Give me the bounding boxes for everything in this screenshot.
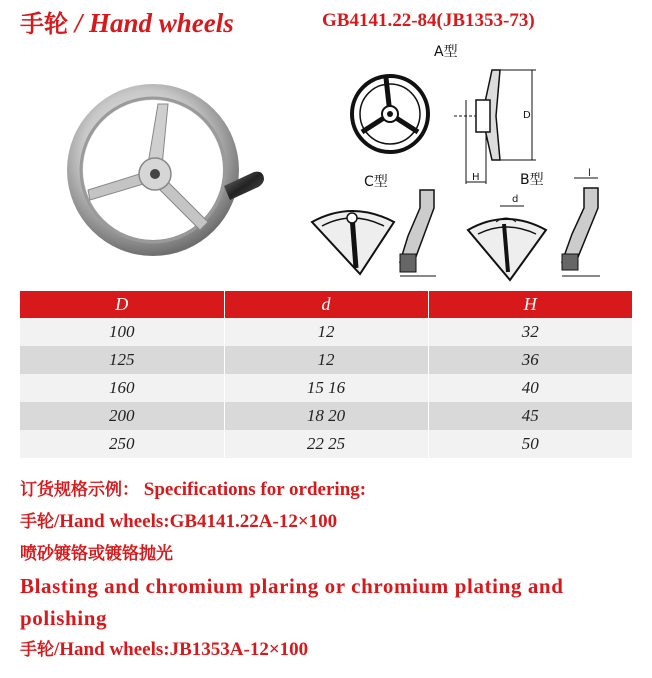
type-a-label: A型 <box>434 44 458 60</box>
dim-d-upper-label: D <box>523 110 531 121</box>
example-1-en: /Hand wheels:GB4141.22A-12×100 <box>54 511 338 532</box>
table-row <box>20 402 632 430</box>
type-b-side-view <box>562 178 600 276</box>
dim-h-label: H <box>472 172 480 183</box>
table-row <box>20 318 632 346</box>
example-2-en: /Hand wheels:JB1353A-12×100 <box>54 639 309 660</box>
type-c-label: C型 <box>364 174 388 190</box>
cell-d-upper: 250 <box>20 430 224 458</box>
title-en: Hand wheels <box>89 8 234 38</box>
table-row <box>20 374 632 402</box>
col-header-d-upper: D <box>20 291 224 318</box>
cell-h: 36 <box>428 346 632 374</box>
dim-d-lower-label: d <box>512 194 519 205</box>
finish-cn-line <box>20 538 640 570</box>
type-b-label: B型 <box>520 172 544 188</box>
cell-d-upper: 200 <box>20 402 224 430</box>
standard-code: GB4141.22-84(JB1353-73) <box>322 10 535 31</box>
table-row <box>20 430 632 458</box>
order-heading-cn: 订货规格示例： <box>20 480 139 500</box>
spec-table <box>20 291 632 458</box>
cell-d-upper: 160 <box>20 374 224 402</box>
type-c-side-view <box>400 190 436 276</box>
page-title <box>20 4 234 39</box>
cell-d-lower: 12 <box>224 346 428 374</box>
hub-bore <box>150 169 160 179</box>
cell-h: 32 <box>428 318 632 346</box>
hand-wheel-photo <box>58 82 278 264</box>
cell-h: 50 <box>428 430 632 458</box>
cell-d-lower: 12 <box>224 318 428 346</box>
order-heading <box>20 474 640 506</box>
type-a-side-view <box>454 70 536 184</box>
finish-cn: 喷砂镀铬或镀铬抛光 <box>20 544 173 564</box>
example-1-cn: 手轮 <box>20 512 54 532</box>
ordering-notes <box>20 474 640 666</box>
order-example-1 <box>20 506 640 538</box>
cell-h: 45 <box>428 402 632 430</box>
type-a-front-view <box>352 76 428 152</box>
technical-drawings <box>300 36 630 286</box>
dim-l-label: l <box>588 168 591 179</box>
cell-d-lower: 15 16 <box>224 374 428 402</box>
cell-d-lower: 22 25 <box>224 430 428 458</box>
table-header-row <box>20 291 632 318</box>
cell-d-upper: 125 <box>20 346 224 374</box>
cell-h: 40 <box>428 374 632 402</box>
type-c-front-view <box>312 211 394 274</box>
cell-d-upper: 100 <box>20 318 224 346</box>
order-heading-en: Specifications for ordering: <box>143 479 367 500</box>
type-b-front-view <box>468 206 546 280</box>
finish-en: Blasting and chromium plaring or chromium plating and polishing <box>20 574 564 630</box>
cell-d-lower: 18 20 <box>224 402 428 430</box>
order-example-2 <box>20 634 640 666</box>
title-separator: / <box>68 8 90 38</box>
col-header-h: H <box>428 291 632 318</box>
table-row <box>20 346 632 374</box>
title-cn: 手轮 <box>20 10 68 38</box>
example-2-cn: 手轮 <box>20 640 54 660</box>
col-header-d-lower: d <box>224 291 428 318</box>
